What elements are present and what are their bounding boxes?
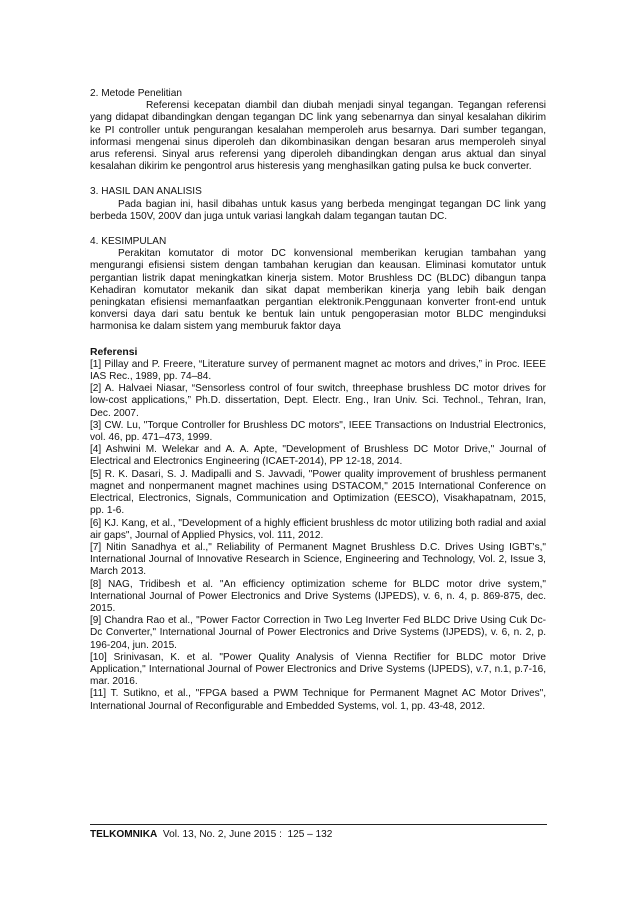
references-title: Referensi (90, 346, 138, 358)
section-kesimpulan (90, 236, 546, 334)
reference-item: [11] T. Sutikno, et al., "FPGA based a PWM Technique for Permanent Magnet AC Motor Drives", International Journal of Reconfigurable and Embedded Systems, vol. 1, pp. 43-48, 2012. (90, 688, 546, 712)
section-heading: 3. HASIL DAN ANALISIS (90, 186, 202, 198)
section-metode-penelitian (90, 88, 546, 173)
reference-item: [2] A. Halvaei Niasar, “Sensorless control of four switch, threephase brushless DC motor drives for low-cost applications,” Ph.D. dissertation, Dept. Electr. Eng., Iran Univ. Sci. Technol., Tehran, Iran, Dec. 2007. (90, 383, 546, 419)
footer-journal-name: TELKOMNIKA (90, 829, 158, 840)
reference-item: [6] KJ. Kang, et al., "Development of a highly efficient brushless dc motor utilizing both radial and axial air gaps", Journal of Applied Physics, vol. 111, 2012. (90, 517, 546, 541)
reference-item: [10] Srinivasan, K. et al. "Power Quality Analysis of Vienna Rectifier for BLDC motor Drive Application," International Journal of Power Electronics and Drive Systems (IJPEDS), v.7, n.1, p.7-16, mar. 2016. (90, 651, 546, 688)
section-heading: 4. KESIMPULAN (90, 236, 167, 248)
section-paragraph: Referensi kecepatan diambil dan diubah menjadi sinyal tegangan. Tegangan referensi yang didapat dibandingkan dengan tegangan DC link yang sebenarnya dan sinyal kesalahan dikirim ke PI controller untuk pengurangan kesalahan memperoleh arus besarnya. Dari sumber tegangan, informasi mengenai sinus diperoleh dan dikombinasikan dengan besaran arus memperoleh sinyal arus referensi. Sinyal arus referensi yang diperoleh dibandingkan dengan arus aktual dan sinyal kesalahan dikirim ke pengontrol arus histeresis yang menghasilkan gating pulsa ke buck converter. (90, 100, 546, 173)
page-footer (90, 829, 332, 840)
section-paragraph: Pada bagian ini, hasil dibahas untuk kasus yang berbeda mengingat tegangan DC link yang berbeda 150V, 200V dan juga untuk variasi langkah dalam tegangan tautan DC. (90, 198, 546, 222)
section-hasil-dan-analisis (90, 186, 546, 223)
reference-item: [7] Nitin Sanadhya et al.," Reliability of Permanent Magnet Brushless D.C. Drives Using IGBT's," International Journal of Innovative Research in Science, Engineering and Technology, Vol. 2, Issue 3, March 2013. (90, 541, 546, 578)
reference-item: [1] Pillay and P. Freere, “Literature survey of permanent magnet ac motors and drives,” in Proc. IEEE IAS Rec., 1989, pp. 74–84. (90, 358, 546, 383)
reference-item: [5] R. K. Dasari, S. J. Madipalli and S. Javvadi, "Power quality improvement of brushless permanent magnet and nonpermanent magnet machines using DSTACOM," 2015 International Conference on Electrical, Electronics, Signals, Communication and Optimization (EESCO), Visakhapatnam, 2015, pp. 1-6. (90, 468, 546, 517)
footer-issue-details: Vol. 13, No. 2, June 2015 : 125 – 132 (157, 829, 333, 840)
reference-item: [9] Chandra Rao et al., "Power Factor Correction in Two Leg Inverter Fed BLDC Drive Using Cuk Dc-Dc Converter," International Journal of Power Electronics and Drive Systems (IJPEDS), v. 6, n. 2, p. 196-204, jun. 2015. (90, 615, 546, 651)
section-heading: 2. Metode Penelitian (90, 88, 183, 99)
reference-item: [8] NAG, Tridibesh et al. "An efficiency optimization scheme for BLDC motor drive system," International Journal of Power Electronics and Drive Systems (IJPEDS), v. 6, n. 4, p. 869-875, dec. 2015. (90, 578, 546, 614)
reference-item: [3] CW. Lu, "Torque Controller for Brushless DC motors", IEEE Transactions on Industrial Electronics, vol. 46, pp. 471–473, 1999. (90, 419, 546, 444)
references-section (90, 347, 546, 713)
footer-divider (90, 824, 547, 825)
section-paragraph: Perakitan komutator di motor DC konvensional memberikan kerugian tambahan yang mengurangi efisiensi sistem dengan tambahan kerugian dan keausan. Eliminasi komutator untuk pergantian listrik dapat meningkatkan kinerja sistem. Motor Brushless DC (BLDC) dibangun tanpa Kehadiran komutator mekanik dan sikat dapat memberikan kinerja yang lebih baik dengan peningkatan efisiensi memanfaatkan pergantian elektronik.Penggunaan konverter front-end untuk konversi daya dari satu bentuk ke bentuk lain untuk pengoperasian motor BLDC menginduksi harmonisa ke dalam sistem yang memburuk faktor daya (90, 248, 546, 333)
reference-item: [4] Ashwini M. Welekar and A. A. Apte, "Development of Brushless DC Motor Drive," Journal of Electrical and Electronics Engineering (ICAET-2014), PP 12-18, 2014. (90, 444, 546, 468)
page-content (90, 88, 546, 713)
